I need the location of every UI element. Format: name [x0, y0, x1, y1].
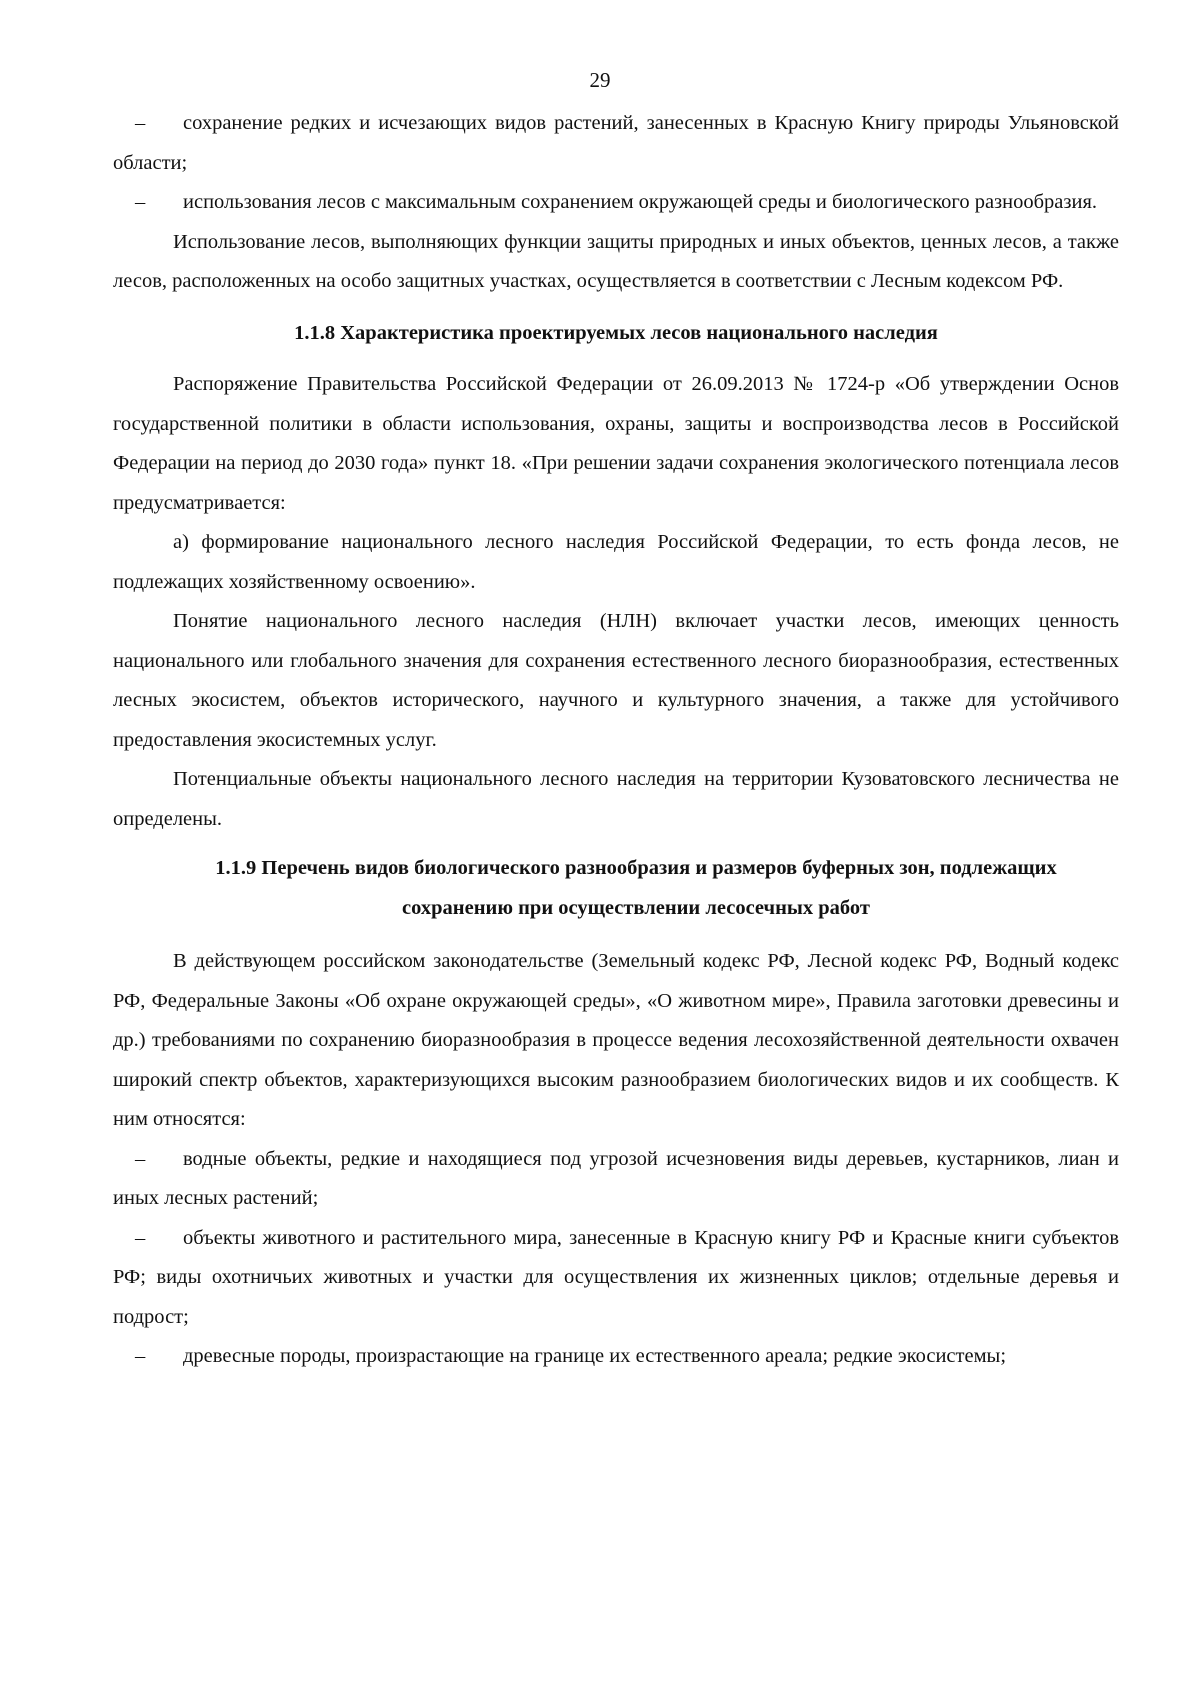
list-item: [113, 1219, 1119, 1338]
paragraph-forest-usage: Использование лесов, выполняющих функции защиты природных и иных объектов, ценных лесов, а также лесов, расположенных на особо защитных участках, осуществляется в соответствии с Лесным кодексом РФ.: [113, 230, 1119, 292]
list-item: [113, 1140, 1119, 1219]
list-item: [113, 1337, 1119, 1377]
section-heading-1-1-9: 1.1.9 Перечень видов биологического разнообразия и размеров буферных зон, подлежащих сохранению при осуществлении лесосечных работ: [215, 857, 1057, 919]
dash-bullet: –: [135, 1345, 146, 1367]
page-number: 29: [589, 68, 611, 92]
paragraph-potential-objects: Потенциальные объекты национального лесного наследия на территории Кузоватовского лесничества не определены.: [113, 768, 1119, 830]
list-item-text: объекты животного и растительного мира, занесенные в Красную книгу РФ и Красные книги субъектов РФ; виды охотничьих животных и участки для осуществления их жизненных циклов; отдельные деревья и подрост;: [113, 1226, 1119, 1328]
paragraph-national-heritage-formation: а) формирование национального лесного наследия Российской Федерации, то есть фонда лесов, не подлежащих хозяйственному освоению».: [113, 531, 1119, 593]
list-item-text: водные объекты, редкие и находящиеся под угрозой исчезновения виды деревьев, кустарников, лиан и иных лесных растений;: [113, 1147, 1119, 1209]
list-item: [113, 104, 1119, 183]
list-item-text: использования лесов с максимальным сохранением окружающей среды и биологического разнообразия.: [183, 191, 1098, 213]
paragraph-legislation: В действующем российском законодательстве (Земельный кодекс РФ, Лесной кодекс РФ, Водный кодекс РФ, Федеральные Законы «Об охране окружающей среды», «О животном мире», Правила заготовки древесины и др.) требованиями по сохранению биоразнообразия в процессе ведения лесохозяйственной деятельности охвачен широкий спектр объектов, характеризующихся высоким разнообразием биологических видов и их сообществ. К ним относятся:: [113, 950, 1119, 1130]
document-body: [113, 104, 1119, 1377]
list-item: [113, 183, 1119, 223]
dash-bullet: –: [135, 112, 146, 134]
section-heading-1-1-8: 1.1.8 Характеристика проектируемых лесов национального наследия: [294, 321, 938, 344]
paragraph-nln-concept: Понятие национального лесного наследия (НЛН) включает участки лесов, имеющих ценность национального или глобального значения для сохранения естественного лесного биоразнообразия, естественных лесных экосистем, объектов исторического, научного и культурного значения, а также для устойчивого предоставления экосистемных услуг.: [113, 610, 1119, 751]
dash-bullet: –: [135, 1147, 146, 1170]
paragraph-government-order: Распоряжение Правительства Российской Федерации от 26.09.2013 № 1724-р «Об утверждении Основ государственной политики в области использования, охраны, защиты и воспроизводства лесов в Российской Федерации на период до 2030 года» пункт 18. «При решении задачи сохранения экологического потенциала лесов предусматривается:: [113, 373, 1119, 514]
list-item-text: сохранение редких и исчезающих видов растений, занесенных в Красную Книгу природы Ульяновской области;: [113, 112, 1119, 174]
dash-bullet: –: [135, 1226, 146, 1249]
list-item-text: древесные породы, произрастающие на границе их естественного ареала; редкие экосистемы;: [183, 1345, 1007, 1367]
dash-bullet: –: [135, 191, 146, 213]
